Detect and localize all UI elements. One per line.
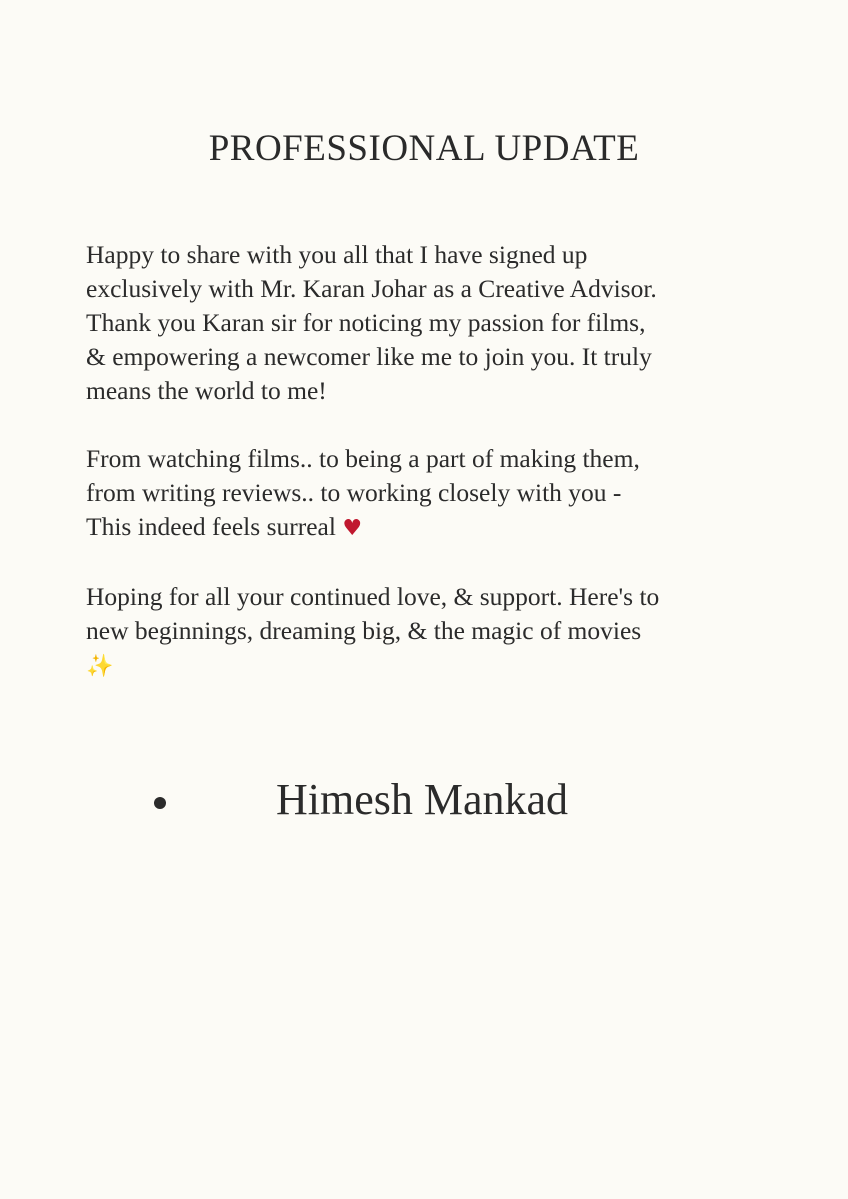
text-line: means the world to me!: [86, 376, 327, 405]
text-line: Hoping for all your continued love, & support. Here's to: [86, 582, 660, 611]
paragraph-closing: [86, 580, 806, 684]
text-line: Thank you Karan sir for noticing my passion for films,: [86, 308, 646, 337]
emoji-line: [86, 648, 806, 684]
text-line: new beginnings, dreaming big, & the magic of movies: [86, 616, 642, 645]
document-title: PROFESSIONAL UPDATE: [208, 128, 640, 169]
paragraph-announcement: [86, 238, 806, 408]
sparkles-icon: ✨: [86, 654, 114, 679]
paragraph-journey: [86, 442, 806, 546]
bullet-point: [154, 797, 166, 809]
text-line: & empowering a newcomer like me to join you. It truly: [86, 342, 652, 371]
text-line: This indeed feels surreal: [86, 512, 336, 541]
text-line: Happy to share with you all that I have signed up: [86, 240, 588, 269]
heart-icon: ♥: [342, 516, 363, 541]
text-line: exclusively with Mr. Karan Johar as a Creative Advisor.: [86, 274, 657, 303]
signature-name: Himesh Mankad: [276, 775, 569, 824]
document-body: [86, 238, 806, 718]
text-line: From watching films.. to being a part of making them,: [86, 444, 640, 473]
signature: [0, 772, 848, 832]
text-line: from writing reviews.. to working closely with you -: [86, 478, 622, 507]
text-line-with-heart: [86, 510, 806, 546]
